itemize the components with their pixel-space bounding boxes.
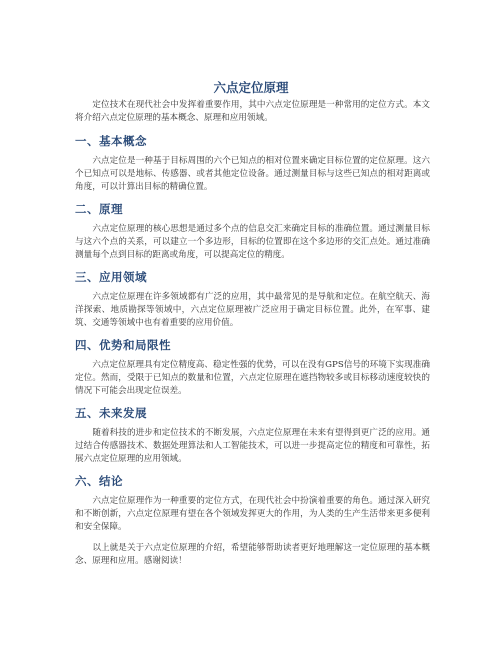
- section-paragraph: 六点定位原理的核心思想是通过多个点的信息交汇来确定目标的准确位置。通过测量目标与这六个点的关系，可以建立一个多边形，目标的位置即在这个多边形的交汇点处。通过准确测量每个点到目标的距离或角度，可以提高定位的精度。: [75, 224, 430, 260]
- section-applications: [75, 270, 430, 330]
- document-title: 六点定位原理: [213, 80, 289, 95]
- section-heading: 一、基本概念: [75, 134, 147, 148]
- section-heading: 四、优势和局限性: [75, 338, 171, 352]
- section-future: [75, 406, 430, 466]
- document-body: [75, 99, 430, 568]
- section-principle: [75, 202, 430, 262]
- section-heading: 二、原理: [75, 202, 123, 216]
- section-conclusion: [75, 474, 430, 568]
- section-heading: 三、应用领域: [75, 270, 147, 284]
- section-basic-concept: [75, 134, 430, 194]
- section-paragraph: 随着科技的进步和定位技术的不断发展，六点定位原理在未来有望得到更广泛的应用。通过结合传感器技术、数据处理算法和人工智能技术，可以进一步提高定位的精度和可靠性，拓展六点定位原理的应用领域。: [75, 428, 430, 464]
- section-heading: 六、结论: [75, 474, 123, 488]
- section-heading: 五、未来发展: [75, 406, 147, 420]
- section-paragraph: 六点定位原理在许多领域都有广泛的应用，其中最常见的是导航和定位。在航空航天、海洋探索、地质勘探等领域中，六点定位原理被广泛应用于确定目标位置。此外，在军事、建筑、交通等领域中也有着重要的应用价值。: [75, 292, 430, 328]
- section-paragraph: 六点定位是一种基于目标周围的六个已知点的相对位置来确定目标位置的定位原理。这六个已知点可以是地标、传感器、或者其他定位设备。通过测量目标与这些已知点的相对距离或角度，可以计算出目标的精确位置。: [75, 156, 430, 192]
- section-pros-cons: [75, 338, 430, 398]
- closing-paragraph: 以上就是关于六点定位原理的介绍，希望能够帮助读者更好地理解这一定位原理的基本概念、原理和应用。感谢阅读！: [75, 543, 430, 566]
- intro-paragraph: 定位技术在现代社会中发挥着重要作用，其中六点定位原理是一种常用的定位方式。本文将介绍六点定位原理的基本概念、原理和应用领域。: [75, 100, 430, 123]
- section-paragraph: 六点定位原理作为一种重要的定位方式，在现代社会中扮演着重要的角色。通过深入研究和不断创新，六点定位原理有望在各个领域发挥更大的作用，为人类的生产生活带来更多便利和安全保障。: [75, 496, 430, 532]
- section-paragraph: 六点定位原理具有定位精度高、稳定性强的优势，可以在没有GPS信号的环境下实现准确定位。然而，受限于已知点的数量和位置，六点定位原理在遮挡物较多或目标移动速度较快的情况下可能会出现定位误差。: [75, 360, 430, 396]
